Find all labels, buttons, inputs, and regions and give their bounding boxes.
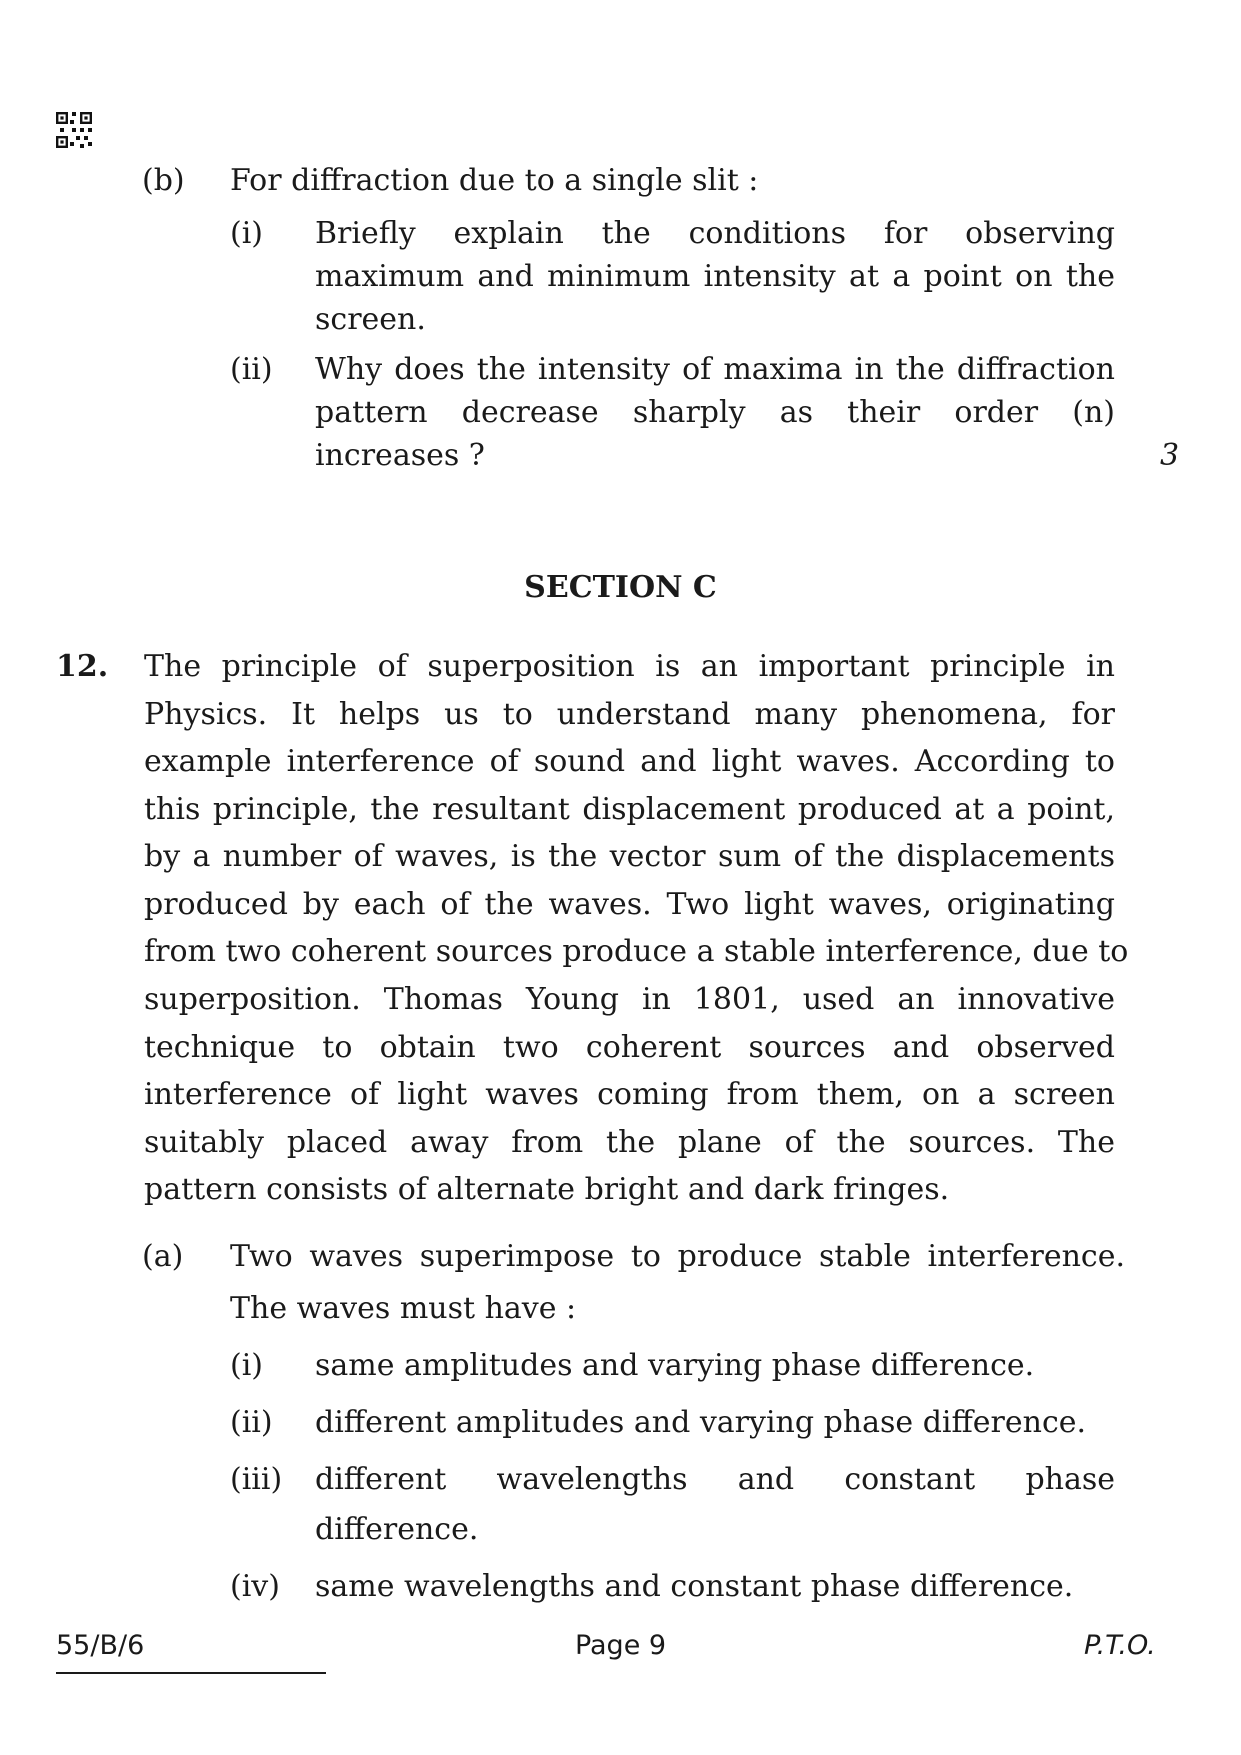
footer-rule xyxy=(56,1672,326,1674)
option-iv-label: (iv) xyxy=(230,1569,280,1604)
q12-line-1: The principle of superposition is an important principle in xyxy=(144,649,1115,684)
part-a-line-2: The waves must have : xyxy=(230,1291,577,1326)
footer-paper-code: 55/B/6 xyxy=(56,1630,145,1661)
part-a-label: (a) xyxy=(142,1239,184,1274)
part-b-i-label: (i) xyxy=(230,216,264,251)
marks-label: 3 xyxy=(1160,438,1180,473)
q12-line-3: example interference of sound and light waves. According to xyxy=(144,744,1115,779)
q12-line-8: superposition. Thomas Young in 1801, used an innovative xyxy=(144,982,1115,1017)
option-iii-line-2: difference. xyxy=(315,1512,479,1547)
part-a-line-1: Two waves superimpose to produce stable interference. xyxy=(230,1239,1125,1274)
q12-line-5: by a number of waves, is the vector sum of the displacements xyxy=(144,839,1115,874)
option-i-label: (i) xyxy=(230,1348,264,1383)
question-number: 12. xyxy=(56,649,109,684)
part-b-i-line-3: screen. xyxy=(315,302,426,337)
q12-line-7: from two coherent sources produce a stable interference, due to xyxy=(144,934,1129,969)
q12-line-2: Physics. It helps us to understand many phenomena, for xyxy=(144,697,1115,732)
part-b-i-line-2: maximum and minimum intensity at a point on the xyxy=(315,259,1115,294)
part-b-ii-line-2: pattern decrease sharply as their order (n) xyxy=(315,395,1115,430)
part-b-ii-line-3: increases ? xyxy=(315,438,485,473)
part-b-i-line-1: Briefly explain the conditions for observing xyxy=(315,216,1115,251)
part-b-label: (b) xyxy=(142,163,185,198)
q12-line-12: pattern consists of alternate bright and dark fringes. xyxy=(144,1172,950,1207)
option-ii-label: (ii) xyxy=(230,1405,273,1440)
footer-page-number: Page 9 xyxy=(574,1630,667,1661)
q12-line-10: interference of light waves coming from them, on a screen xyxy=(144,1077,1115,1112)
part-b-ii-label: (ii) xyxy=(230,352,273,387)
footer-pto: P.T.O. xyxy=(1084,1630,1156,1661)
section-heading: SECTION C xyxy=(524,570,717,605)
q12-line-6: produced by each of the waves. Two light waves, originating xyxy=(144,887,1115,922)
q12-line-4: this principle, the resultant displacement produced at a point, xyxy=(144,792,1115,827)
option-iii-label: (iii) xyxy=(230,1462,283,1497)
part-b-text: For diffraction due to a single slit : xyxy=(230,163,759,198)
option-iii-line-1: different wavelengths and constant phase xyxy=(315,1462,1115,1497)
part-b-ii-line-1: Why does the intensity of maxima in the diffraction xyxy=(315,352,1115,387)
qr-code-icon xyxy=(56,112,92,148)
option-iv-text: same wavelengths and constant phase difference. xyxy=(315,1569,1074,1604)
option-ii-text: different amplitudes and varying phase difference. xyxy=(315,1405,1087,1440)
q12-line-11: suitably placed away from the plane of the sources. The xyxy=(144,1125,1115,1160)
q12-line-9: technique to obtain two coherent sources and observed xyxy=(144,1030,1115,1065)
option-i-text: same amplitudes and varying phase difference. xyxy=(315,1348,1035,1383)
